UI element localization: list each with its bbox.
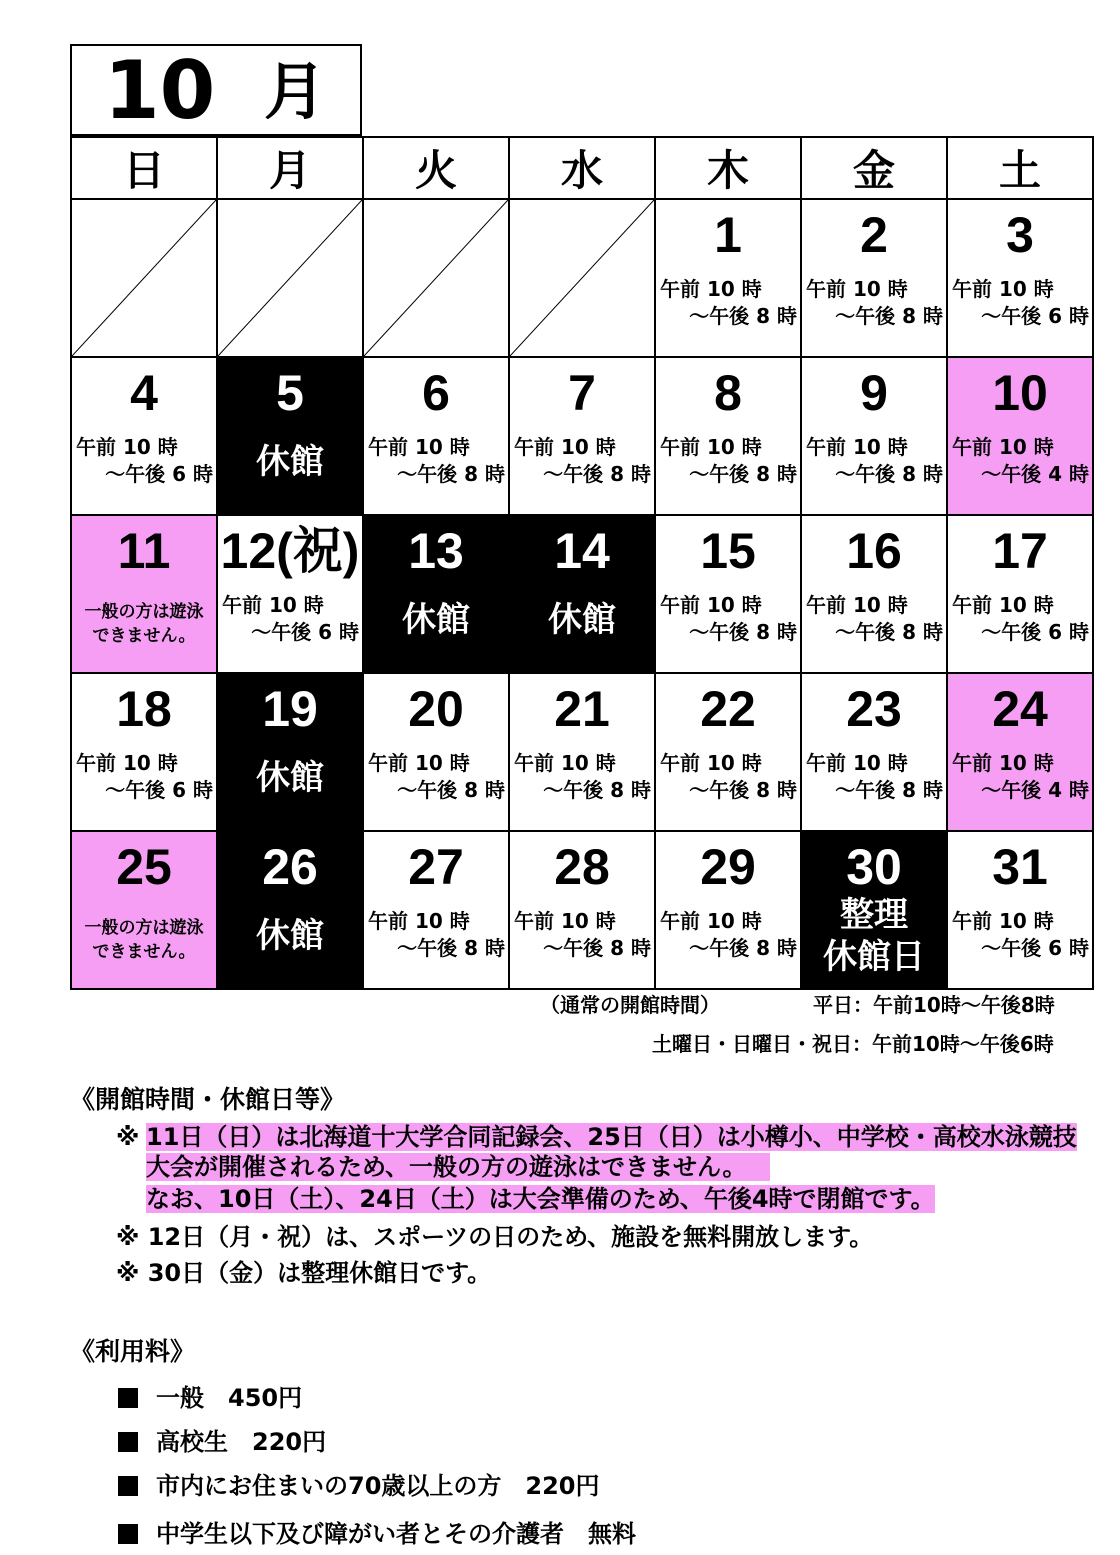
opening-hours [952,276,1089,330]
day-number: 30 [846,839,902,895]
day-number: 29 [700,839,756,895]
diagonal-slash-icon [72,200,216,356]
note-mark-1: ※ [116,1123,140,1151]
square-bullet-icon [118,1388,138,1408]
diagonal-slash-icon [364,200,508,356]
calendar-event-cell [71,515,217,673]
closing-time: ～午後 8 時 [397,462,505,486]
calendar-day-cell [363,673,509,831]
day-number: 3 [1006,207,1034,263]
calendar-day-cell [363,831,509,989]
closing-time: ～午後 8 時 [543,936,651,960]
maintenance-closed-label [802,894,946,978]
opening-hours [806,592,943,646]
no-public-swim-line-2: できません。 [92,942,196,962]
note-mark-3: ※ [116,1259,140,1287]
day-number: 25 [116,839,172,895]
opening-hours [952,908,1089,962]
opening-time: 午前 10 時 [806,277,908,301]
calendar-closed-cell [217,673,363,831]
note-3 [116,1258,491,1288]
opening-time: 午前 10 時 [222,593,324,617]
opening-hours [76,750,213,804]
weekday-header-row [71,137,1093,199]
calendar-day-cell [947,199,1093,357]
closed-label: 休館 [402,600,470,640]
calendar-day-cell [655,199,801,357]
opening-time: 午前 10 時 [368,435,470,459]
closing-time: ～午後 8 時 [689,462,797,486]
day-number: 27 [408,839,464,895]
closing-time: ～午後 8 時 [543,778,651,802]
calendar-week-row [71,515,1093,673]
day-number: 23 [846,681,902,737]
fee-item-label: 高校生 220円 [156,1428,327,1456]
opening-time: 午前 10 時 [660,751,762,775]
calendar-day-cell [947,673,1093,831]
opening-time: 午前 10 時 [952,751,1054,775]
diagonal-slash-icon [510,200,654,356]
opening-hours [952,592,1089,646]
opening-time: 午前 10 時 [806,593,908,617]
month-kanji: 月 [264,55,327,128]
calendar-day-cell [655,831,801,989]
fee-item [118,1466,600,1501]
closing-time: ～午後 8 時 [543,462,651,486]
closing-time: ～午後 6 時 [981,304,1089,328]
calendar-empty-cell [363,199,509,357]
day-number: 22 [700,681,756,737]
calendar-empty-cell [217,199,363,357]
calendar-week-row [71,357,1093,515]
opening-time: 午前 10 時 [952,593,1054,617]
opening-hours [368,750,505,804]
closing-time: ～午後 6 時 [105,778,213,802]
day-number: 6 [422,365,450,421]
calendar-week-row [71,199,1093,357]
note-mark-2: ※ [116,1223,140,1251]
calendar-week-row [71,831,1093,989]
opening-hours [76,434,213,488]
closing-time: ～午後 8 時 [397,778,505,802]
opening-time: 午前 10 時 [660,593,762,617]
calendar-closed-cell [363,515,509,673]
day-number: 24 [992,681,1048,737]
calendar-day-cell [801,673,947,831]
fee-item [118,1422,326,1457]
day-number: 18 [116,681,172,737]
opening-hours [368,434,505,488]
square-bullet-icon [118,1476,138,1496]
day-number: 19 [262,681,318,737]
opening-hours [660,592,797,646]
opening-time: 午前 10 時 [806,435,908,459]
calendar-closed-cell [217,831,363,989]
weekday-wed: 水 [509,137,655,199]
opening-time: 午前 10 時 [368,909,470,933]
weekday-fri: 金 [801,137,947,199]
day-number: 15 [700,523,756,579]
calendar-closed-cell [217,357,363,515]
weekday-tue: 火 [363,137,509,199]
calendar-closed-cell [509,515,655,673]
notes-title: 《開館時間・休館日等》 [70,1085,346,1114]
calendar-empty-cell [71,199,217,357]
opening-time: 午前 10 時 [368,751,470,775]
opening-hours [514,750,651,804]
calendar-day-cell [71,357,217,515]
opening-time: 午前 10 時 [660,277,762,301]
normal-hours-heading: （通常の開館時間） [540,993,720,1017]
opening-hours [952,750,1089,804]
note-1-line-2: 大会が開催されるため、一般の方の遊泳はできません。 [146,1152,770,1182]
note-1-line-1: 11日（日）は北海道十大学合同記録会、25日（日）は小樽小、中学校・高校水泳競技 [146,1123,1077,1151]
day-number: 1 [714,207,742,263]
normal-hours-weekday: 平日：午前10時～午後8時 [813,993,1055,1017]
day-number: 20 [408,681,464,737]
calendar-day-cell [217,515,363,673]
fee-item [118,1514,636,1549]
calendar-day-cell [655,515,801,673]
opening-time: 午前 10 時 [952,909,1054,933]
closing-time: ～午後 8 時 [689,936,797,960]
closing-time: ～午後 8 時 [835,620,943,644]
calendar-day-cell [509,673,655,831]
day-number: 4 [130,365,158,421]
opening-hours [806,750,943,804]
maintenance-label-line-2: 休館日 [823,937,925,977]
closing-time: ～午後 6 時 [981,936,1089,960]
calendar-day-cell [71,673,217,831]
opening-hours [368,908,505,962]
closed-label: 休館 [256,442,324,482]
opening-time: 午前 10 時 [514,435,616,459]
opening-hours [660,434,797,488]
day-number: 28 [554,839,610,895]
opening-time: 午前 10 時 [514,909,616,933]
calendar-day-cell [801,515,947,673]
closing-time: ～午後 8 時 [689,620,797,644]
day-number: 2 [860,207,888,263]
no-public-swim-note [72,600,216,648]
fee-item-label: 一般 450円 [156,1384,303,1412]
closing-time: ～午後 8 時 [835,462,943,486]
opening-hours [660,276,797,330]
calendar-week-row [71,673,1093,831]
opening-hours [660,908,797,962]
calendar-day-cell [363,357,509,515]
square-bullet-icon [118,1432,138,1452]
calendar-day-cell [655,357,801,515]
day-number: 26 [262,839,318,895]
month-header [70,44,362,136]
fees-title: 《利用料》 [70,1337,196,1366]
day-number: 5 [276,365,304,421]
no-public-swim-line-1: 一般の方は遊泳 [84,602,204,622]
opening-hours [222,592,359,646]
closing-time: ～午後 4 時 [981,778,1089,802]
calendar-day-cell [509,357,655,515]
weekday-thu: 木 [655,137,801,199]
calendar-grid [70,136,1094,990]
opening-time: 午前 10 時 [76,435,178,459]
closing-time: ～午後 8 時 [835,304,943,328]
day-number: 31 [992,839,1048,895]
month-number: 10 [104,44,216,137]
opening-time: 午前 10 時 [952,277,1054,301]
fee-item-label: 市内にお住まいの70歳以上の方 220円 [156,1472,600,1500]
opening-time: 午前 10 時 [76,751,178,775]
calendar-day-cell [947,357,1093,515]
calendar-day-cell [947,515,1093,673]
note-2 [116,1222,873,1252]
fee-item-label: 中学生以下及び障がい者とその介護者 無料 [156,1520,636,1548]
opening-time: 午前 10 時 [660,909,762,933]
closing-time: ～午後 8 時 [689,304,797,328]
closed-label: 休館 [256,916,324,956]
weekday-sat: 土 [947,137,1093,199]
day-number: 7 [568,365,596,421]
weekday-mon: 月 [217,137,363,199]
note-3-text: 30日（金）は整理休館日です。 [147,1259,492,1287]
closing-time: ～午後 8 時 [689,778,797,802]
no-public-swim-note [72,916,216,964]
square-bullet-icon [118,1524,138,1544]
calendar-maintenance-cell [801,831,947,989]
closing-time: ～午後 6 時 [251,620,359,644]
closing-time: ～午後 6 時 [981,620,1089,644]
calendar-day-cell [947,831,1093,989]
opening-time: 午前 10 時 [806,751,908,775]
opening-time: 午前 10 時 [514,751,616,775]
opening-hours [514,434,651,488]
note-1-line-3: なお、10日（土）、24日（土）は大会準備のため、午後4時で閉館です。 [146,1185,935,1213]
day-number: 21 [554,681,610,737]
maintenance-label-line-1: 整理 [840,895,908,935]
calendar-day-cell [655,673,801,831]
note-2-text: 12日（月・祝）は、スポーツの日のため、施設を無料開放します。 [147,1223,874,1251]
closing-time: ～午後 8 時 [397,936,505,960]
closed-label: 休館 [256,758,324,798]
day-number: 8 [714,365,742,421]
closing-time: ～午後 4 時 [981,462,1089,486]
opening-hours [952,434,1089,488]
diagonal-slash-icon [218,200,362,356]
day-number: 17 [992,523,1048,579]
calendar-day-cell [801,357,947,515]
day-number: 14 [554,523,610,579]
day-number: 10 [992,365,1048,421]
no-public-swim-line-1: 一般の方は遊泳 [84,918,204,938]
opening-time: 午前 10 時 [952,435,1054,459]
opening-hours [660,750,797,804]
weekday-sun: 日 [71,137,217,199]
opening-hours [514,908,651,962]
calendar-empty-cell [509,199,655,357]
day-number: 16 [846,523,902,579]
no-public-swim-line-2: できません。 [92,626,196,646]
calendar-event-cell [71,831,217,989]
opening-time: 午前 10 時 [660,435,762,459]
normal-hours-weekend: 土曜日・日曜日・祝日：午前10時～午後6時 [652,1032,1054,1056]
closed-label: 休館 [548,600,616,640]
calendar-day-cell [801,199,947,357]
calendar-day-cell [509,831,655,989]
closing-time: ～午後 6 時 [105,462,213,486]
opening-hours [806,434,943,488]
day-number: 12(祝) [220,523,360,579]
day-number: 11 [117,523,171,579]
day-number: 9 [860,365,888,421]
opening-hours [806,276,943,330]
day-number: 13 [408,523,464,579]
closing-time: ～午後 8 時 [835,778,943,802]
fee-item [118,1378,302,1413]
